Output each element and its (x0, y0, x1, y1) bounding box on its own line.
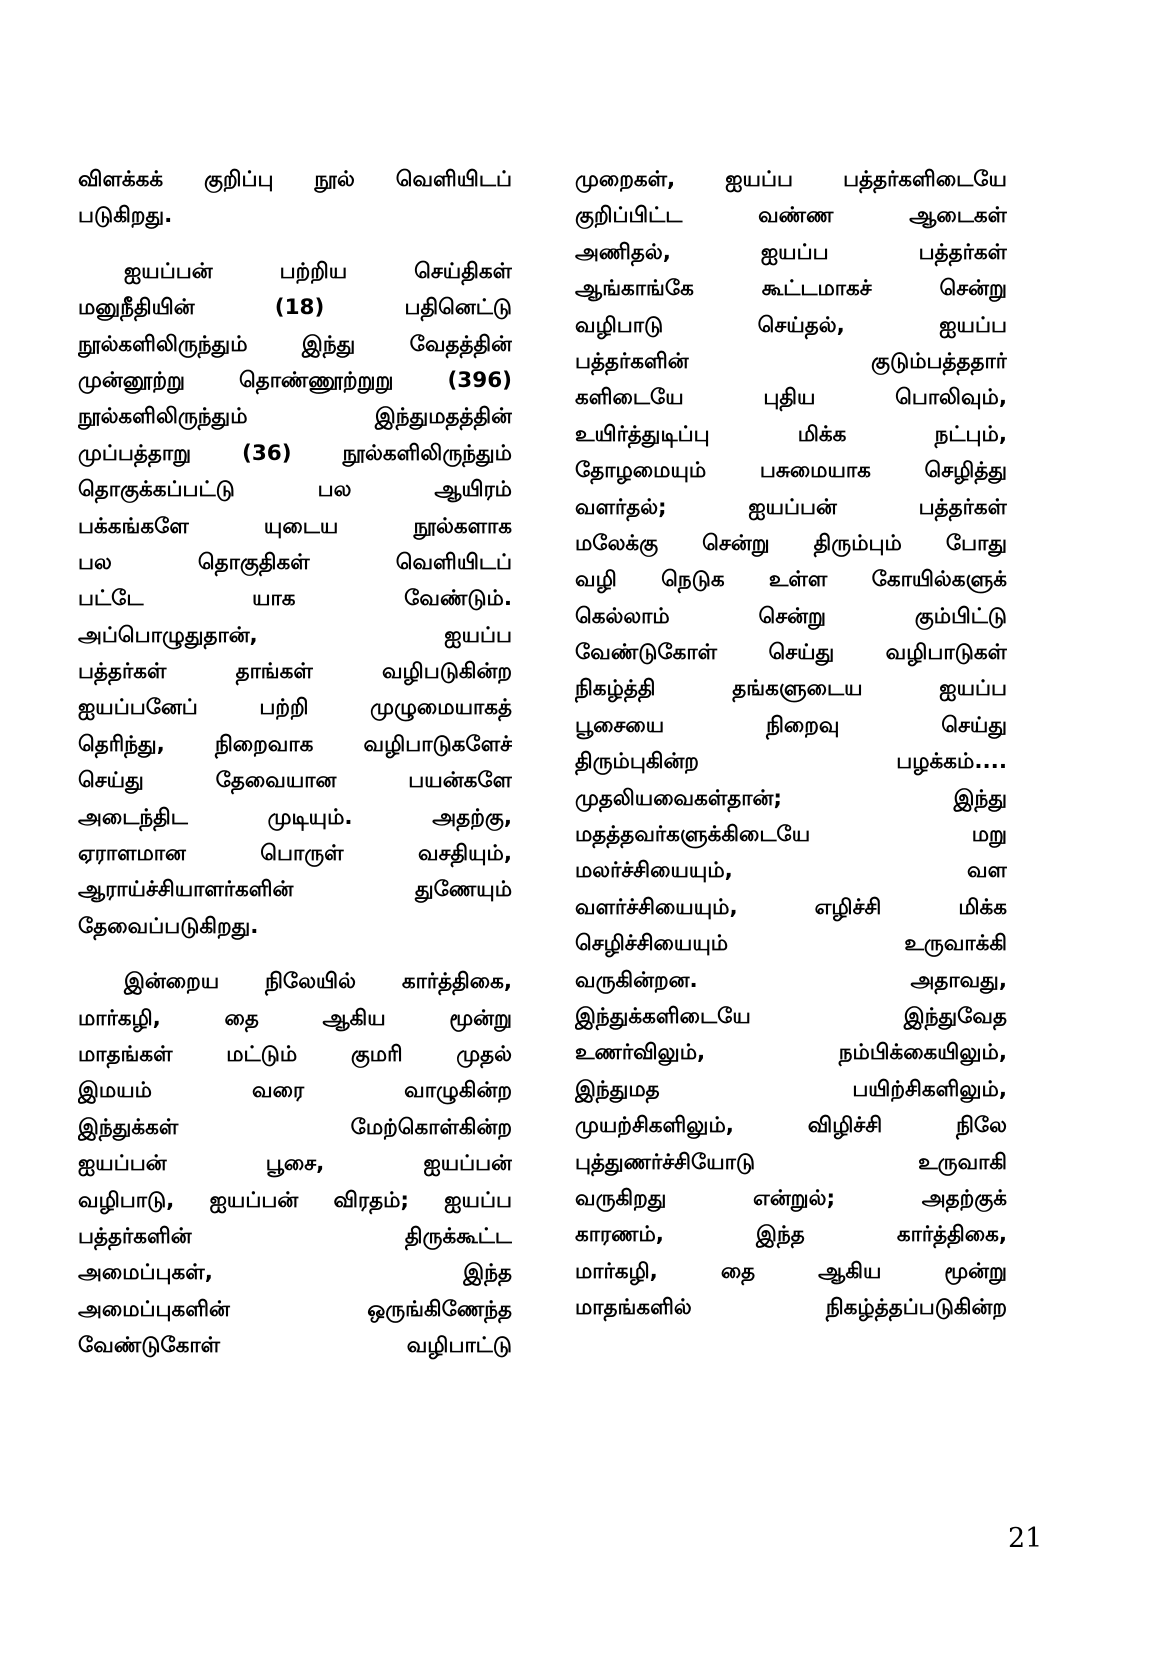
paragraph (78, 964, 512, 1364)
text-line: இன்றைய நிலேயில் கார்த்திகை, (124, 969, 512, 995)
text-line: ஐயப்பன் பூசை, ஐயப்பன் (78, 1151, 512, 1177)
text-line: வருகிறது என்றுல்; அதற்குக் (575, 1185, 1007, 1211)
text-line: உயிர்த்துடிப்பு மிக்க நட்பும், (575, 421, 1007, 447)
text-line: வழி நெடுக உள்ள கோயில்களுக் (575, 567, 1007, 593)
paragraph (78, 162, 512, 235)
text-line: நிகழ்த்தி தங்களுடைய ஐயப்ப (575, 676, 1007, 702)
text-line: பக்கங்களே யுடைய நூல்களாக (78, 513, 512, 539)
text-line: வளர்ச்சியையும், எழிச்சி மிக்க (575, 894, 1007, 920)
text-line: திரும்புகின்ற பழக்கம்.... (575, 749, 1007, 775)
text-line: தெரிந்து, நிறைவாக வழிபாடுகளேச் (78, 731, 512, 757)
text-line: அப்பொழுதுதான், ஐயப்ப (78, 622, 512, 648)
text-line: மார்கழி, தை ஆகிய மூன்று (78, 1005, 512, 1031)
paragraph (78, 254, 512, 945)
text-line: மார்கழி, தை ஆகிய மூன்று (575, 1258, 1007, 1284)
text-line: முதலியவைகள்தான்; இந்து (575, 785, 1007, 811)
text-line: அணிதல், ஐயப்ப பத்தர்கள் (575, 239, 1007, 265)
text-line: களிடையே புதிய பொலிவும், (575, 385, 1007, 411)
text-line: பட்டே யாக வேண்டும். (78, 586, 512, 612)
text-line: வேண்டுகோள் செய்து வழிபாடுகள் (575, 640, 1007, 666)
text-line: விளக்கக் குறிப்பு நூல் வெளியிடப் (78, 167, 512, 192)
text-line: இந்துக்களிடையே இந்துவேத (575, 1003, 1007, 1029)
text-line: தோழமையும் பசுமையாக செழித்து (575, 458, 1007, 484)
text-line: புத்துணர்ச்சியோடு உருவாகி (575, 1149, 1007, 1175)
text-line: வருகின்றன. அதாவது, (575, 967, 1007, 993)
text-line: நூல்களிலிருந்தும் இந்து வேதத்தின் (78, 331, 512, 357)
text-line: வழிபாடு செய்தல், ஐயப்ப (575, 312, 1007, 338)
text-line: ஆராய்ச்சியாளர்களின் துணேயும் (78, 877, 512, 903)
text-line: ஐயப்பன் பற்றிய செய்திகள் (124, 258, 512, 284)
text-line: பத்தர்களின் திருக்கூட்ட (78, 1223, 512, 1249)
text-line: வழிபாடு, ஐயப்பன் விரதம்; ஐயப்ப (78, 1187, 512, 1213)
text-line: பத்தர்கள் தாங்கள் வழிபடுகின்ற (78, 659, 512, 685)
text-line: தேவைப்படுகிறது. (78, 913, 259, 939)
text-line: குறிப்பிட்ட வண்ண ஆடைகள் (575, 203, 1007, 229)
text-line: செழிச்சியையும் உருவாக்கி (575, 931, 1007, 957)
text-line: முப்பத்தாறு (36) நூல்களிலிருந்தும் (78, 440, 512, 466)
text-line: இந்துக்கள் மேற்கொள்கின்ற (78, 1114, 512, 1140)
text-line: கெல்லாம் சென்று கும்பிட்டு (575, 603, 1007, 629)
text-line: நூல்களிலிருந்தும் இந்துமதத்தின் (78, 404, 512, 430)
text-line: மனுநீதியின் (18) பதினெட்டு (78, 295, 512, 321)
text-line: மதத்தவர்களுக்கிடையே மறு (575, 822, 1007, 848)
text-line: மாதங்களில் நிகழ்த்தப்படுகின்ற (575, 1295, 1007, 1321)
text-line: முன்னூற்று தொண்ணூற்றுறு (396) (78, 367, 512, 393)
text-line: முறைகள், ஐயப்ப பத்தர்களிடையே (575, 167, 1007, 192)
text-line: மலேக்கு சென்று திரும்பும் போது (575, 530, 1007, 556)
text-line: இமயம் வரை வாழுகின்ற (78, 1078, 512, 1104)
text-line: உணர்விலும், நம்பிக்கையிலும், (575, 1040, 1007, 1066)
paragraph (575, 162, 1007, 1327)
page-number: 21 (1008, 1523, 1043, 1554)
text-line: முயற்சிகளிலும், விழிச்சி நிலே (575, 1113, 1007, 1139)
text-line: அமைப்புகளின் ஒருங்கிணேந்த (78, 1296, 512, 1322)
text-line: வேண்டுகோள் வழிபாட்டு (78, 1333, 512, 1359)
text-line: தொகுக்கப்பட்டு பல ஆயிரம் (78, 477, 512, 503)
text-line: படுகிறது. (78, 203, 173, 229)
text-line: பூசையை நிறைவு செய்து (575, 712, 1007, 738)
text-line: செய்து தேவையான பயன்களே (78, 768, 512, 794)
text-line: பத்தர்களின் குடும்பத்ததார் (575, 348, 1007, 374)
text-line: மாதங்கள் மட்டும் குமரி முதல் (78, 1041, 512, 1067)
text-line: அமைப்புகள், இந்த (78, 1260, 512, 1286)
text-line: பல தொகுதிகள் வெளியிடப் (78, 549, 512, 575)
text-line: காரணம், இந்த கார்த்திகை, (575, 1222, 1007, 1248)
text-line: இந்துமத பயிற்சிகளிலும், (575, 1076, 1007, 1102)
text-line: வளர்தல்; ஐயப்பன் பத்தர்கள் (575, 494, 1007, 520)
right-text-column (575, 162, 1007, 1327)
text-line: ஐயப்பனேப் பற்றி முழுமையாகத் (78, 695, 512, 721)
text-line: ஏராளமான பொருள் வசதியும், (78, 841, 512, 867)
text-line: ஆங்காங்கே கூட்டமாகச் சென்று (575, 276, 1007, 302)
left-text-column (78, 162, 512, 1365)
text-line: மலர்ச்சியையும், வள (575, 858, 1007, 884)
text-line: அடைந்திட முடியும். அதற்கு, (78, 804, 512, 830)
